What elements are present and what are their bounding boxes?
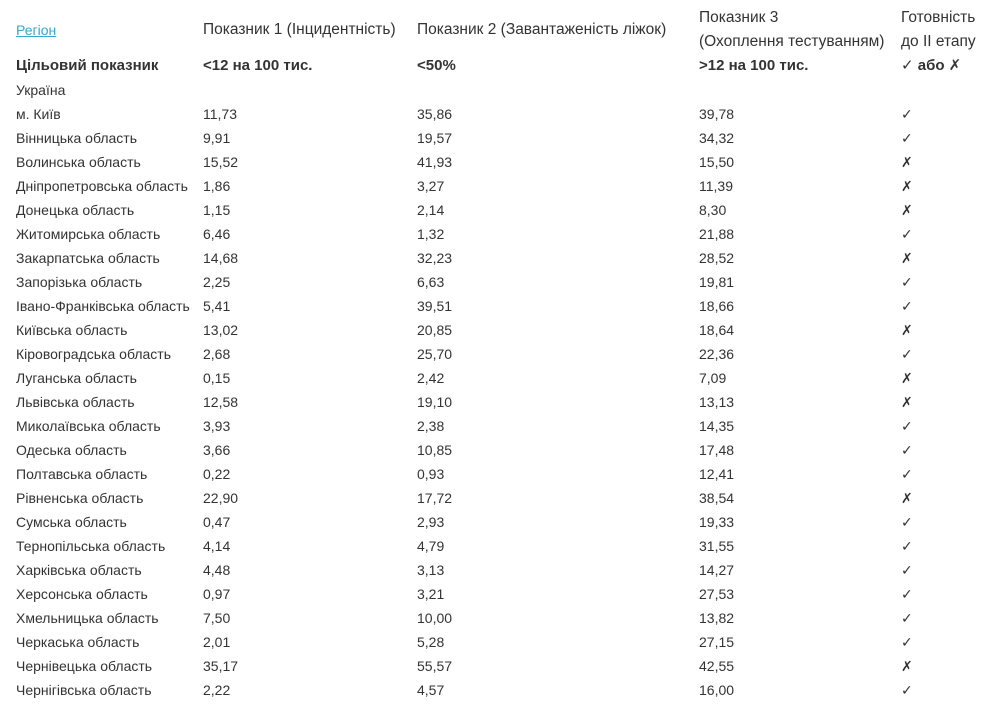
table-row — [16, 126, 996, 150]
region-cell: Житомирська область — [16, 226, 161, 242]
table-row — [16, 678, 996, 702]
readiness-cell: ✓ — [901, 586, 913, 602]
indicator-3-cell: 27,53 — [699, 586, 735, 602]
indicator-2-cell: 17,72 — [417, 490, 453, 506]
indicator-1-cell: 7,50 — [203, 610, 231, 626]
indicator-3-cell: 7,09 — [699, 370, 727, 386]
indicator-3-cell: 15,50 — [699, 154, 735, 170]
region-cell: Івано-Франківська область — [16, 298, 190, 314]
indicator-3-cell: 28,52 — [699, 250, 735, 266]
readiness-cell: ✗ — [901, 322, 913, 338]
indicator-3-cell: 19,81 — [699, 274, 735, 290]
indicator-3-cell: 38,54 — [699, 490, 735, 506]
indicator-2-cell: 41,93 — [417, 154, 453, 170]
indicator-2-header: Показник 2 (Завантаженість ліжок) — [417, 21, 667, 38]
table-row — [16, 414, 996, 438]
target-indicator-2: <50% — [417, 57, 456, 74]
table-row — [16, 558, 996, 582]
readiness-cell: ✓ — [901, 514, 913, 530]
readiness-cell: ✗ — [901, 154, 913, 170]
region-cell: Луганська область — [16, 370, 137, 386]
table-row — [16, 318, 996, 342]
readiness-cell: ✗ — [901, 202, 913, 218]
region-cell: Черкаська область — [16, 634, 140, 650]
indicator-2-cell: 4,57 — [417, 682, 445, 698]
target-indicator-1: <12 на 100 тис. — [203, 57, 313, 74]
region-cell: Дніпропетровська область — [16, 178, 188, 194]
region-cell: Донецька область — [16, 202, 135, 218]
readiness-cell: ✓ — [901, 130, 913, 146]
region-cell: Львівська область — [16, 394, 135, 410]
indicator-1-cell: 3,66 — [203, 442, 231, 458]
readiness-cell: ✓ — [901, 562, 913, 578]
indicator-3-cell: 16,00 — [699, 682, 735, 698]
region-cell: Полтавська область — [16, 466, 148, 482]
indicator-1-cell: 5,41 — [203, 298, 231, 314]
indicator-1-cell: 11,73 — [203, 106, 237, 122]
region-cell: Харківська область — [16, 562, 142, 578]
indicator-1-cell: 15,52 — [203, 154, 239, 170]
indicator-3-cell: 21,88 — [699, 226, 735, 242]
table-row — [16, 174, 996, 198]
readiness-cell: ✓ — [901, 610, 913, 626]
indicator-1-cell: 14,68 — [203, 250, 239, 266]
indicator-1-cell: 2,01 — [203, 634, 231, 650]
indicator-2-cell: 55,57 — [417, 658, 453, 674]
readiness-cell: ✓ — [901, 442, 913, 458]
region-cell: Чернігівська область — [16, 682, 152, 698]
indicator-2-cell: 2,42 — [417, 370, 445, 386]
region-cell: Рівненська область — [16, 490, 144, 506]
region-cell: Херсонська область — [16, 586, 148, 602]
indicator-2-cell: 32,23 — [417, 250, 453, 266]
indicator-3-cell: 13,82 — [699, 610, 735, 626]
indicator-3-cell: 34,32 — [699, 130, 735, 146]
indicator-2-cell: 6,63 — [417, 274, 445, 290]
table-row — [16, 654, 996, 678]
indicator-3-cell: 8,30 — [699, 202, 727, 218]
indicator-3-header-line2: (Охоплення тестуванням) — [699, 33, 885, 50]
readiness-cell: ✓ — [901, 274, 913, 290]
table-row — [16, 366, 996, 390]
table-header-row — [16, 6, 996, 54]
indicator-2-cell: 3,13 — [417, 562, 445, 578]
table-body — [16, 78, 996, 702]
indicator-2-cell: 1,32 — [417, 226, 445, 242]
readiness-cell: ✓ — [901, 106, 913, 122]
readiness-header-line2: до II етапу — [901, 33, 976, 50]
table-row — [16, 534, 996, 558]
indicator-1-cell: 22,90 — [203, 490, 239, 506]
indicator-3-header-line1: Показник 3 — [699, 9, 779, 26]
indicator-1-cell: 4,48 — [203, 562, 231, 578]
readiness-cell: ✓ — [901, 634, 913, 650]
indicator-2-cell: 2,38 — [417, 418, 445, 434]
region-cell: Запорізька область — [16, 274, 143, 290]
readiness-cell: ✗ — [901, 178, 913, 194]
table-row — [16, 198, 996, 222]
target-indicator-3: >12 на 100 тис. — [699, 57, 809, 74]
indicator-3-cell: 11,39 — [699, 178, 733, 194]
indicator-1-cell: 4,14 — [203, 538, 231, 554]
indicator-1-cell: 0,47 — [203, 514, 231, 530]
indicator-2-cell: 25,70 — [417, 346, 453, 362]
readiness-cell: ✗ — [901, 658, 913, 674]
readiness-cell: ✓ — [901, 346, 913, 362]
table-row — [16, 294, 996, 318]
indicator-3-cell: 42,55 — [699, 658, 735, 674]
indicator-1-cell: 2,22 — [203, 682, 231, 698]
indicator-1-header: Показник 1 (Інцидентність) — [203, 21, 396, 38]
indicator-1-cell: 1,86 — [203, 178, 231, 194]
readiness-cell: ✓ — [901, 682, 913, 698]
region-cell: Вінницька область — [16, 130, 137, 146]
indicator-3-cell: 19,33 — [699, 514, 735, 530]
indicator-1-cell: 1,15 — [203, 202, 231, 218]
region-cell: Сумська область — [16, 514, 127, 530]
indicator-3-cell: 17,48 — [699, 442, 735, 458]
region-cell: м. Київ — [16, 106, 61, 122]
table-row — [16, 462, 996, 486]
indicator-1-cell: 0,22 — [203, 466, 231, 482]
table-row — [16, 486, 996, 510]
region-cell: Тернопільська область — [16, 538, 166, 554]
readiness-cell: ✓ — [901, 538, 913, 554]
readiness-cell: ✗ — [901, 370, 913, 386]
indicator-2-cell: 5,28 — [417, 634, 445, 650]
region-cell: Волинська область — [16, 154, 141, 170]
indicator-2-cell: 10,00 — [417, 610, 453, 626]
region-cell: Кіровоградська область — [16, 346, 171, 362]
indicator-1-cell: 13,02 — [203, 322, 239, 338]
table-row — [16, 222, 996, 246]
table-row — [16, 630, 996, 654]
indicator-2-cell: 20,85 — [417, 322, 453, 338]
readiness-header-line1: Готовність — [901, 9, 976, 26]
indicator-2-cell: 3,21 — [417, 586, 445, 602]
table-row — [16, 390, 996, 414]
readiness-cell: ✗ — [901, 250, 913, 266]
indicator-1-cell: 0,97 — [203, 586, 231, 602]
indicator-3-cell: 12,41 — [699, 466, 735, 482]
table-row — [16, 246, 996, 270]
region-cell: Закарпатська область — [16, 250, 160, 266]
region-sort-link[interactable]: Регіон — [16, 21, 57, 38]
indicator-3-cell: 14,35 — [699, 418, 735, 434]
readiness-cell: ✓ — [901, 466, 913, 482]
indicator-1-cell: 35,17 — [203, 658, 239, 674]
table-row — [16, 102, 996, 126]
indicator-3-cell: 14,27 — [699, 562, 735, 578]
indicator-1-cell: 0,15 — [203, 370, 231, 386]
table-row — [16, 510, 996, 534]
indicator-3-cell: 22,36 — [699, 346, 735, 362]
target-readiness: ✓ або ✗ — [901, 57, 962, 74]
indicator-1-cell: 6,46 — [203, 226, 231, 242]
indicator-3-cell: 39,78 — [699, 106, 735, 122]
indicator-2-cell: 39,51 — [417, 298, 453, 314]
table-row — [16, 342, 996, 366]
indicator-2-cell: 19,57 — [417, 130, 453, 146]
indicator-2-cell: 19,10 — [417, 394, 453, 410]
table-row — [16, 438, 996, 462]
indicator-2-cell: 2,14 — [417, 202, 445, 218]
readiness-cell: ✓ — [901, 226, 913, 242]
indicator-2-cell: 2,93 — [417, 514, 445, 530]
indicator-3-cell: 31,55 — [699, 538, 735, 554]
group-row — [16, 78, 996, 102]
indicator-3-cell: 18,64 — [699, 322, 735, 338]
indicator-1-cell: 12,58 — [203, 394, 239, 410]
region-cell: Одеська область — [16, 442, 127, 458]
indicator-1-cell: 2,68 — [203, 346, 231, 362]
indicator-3-cell: 13,13 — [699, 394, 735, 410]
readiness-cell: ✗ — [901, 490, 913, 506]
indicator-2-cell: 10,85 — [417, 442, 453, 458]
table-row — [16, 606, 996, 630]
target-label: Цільовий показник — [16, 57, 159, 74]
table-row — [16, 270, 996, 294]
region-cell: Миколаївська область — [16, 418, 161, 434]
indicator-1-cell: 3,93 — [203, 418, 231, 434]
indicator-2-cell: 35,86 — [417, 106, 453, 122]
indicator-1-cell: 9,91 — [203, 130, 231, 146]
indicator-2-cell: 3,27 — [417, 178, 445, 194]
indicator-2-cell: 0,93 — [417, 466, 445, 482]
table-row — [16, 582, 996, 606]
region-cell: Чернівецька область — [16, 658, 153, 674]
indicator-2-cell: 4,79 — [417, 538, 445, 554]
indicator-3-cell: 27,15 — [699, 634, 735, 650]
readiness-cell: ✓ — [901, 298, 913, 314]
readiness-header — [901, 6, 996, 54]
table-row — [16, 150, 996, 174]
indicator-3-header — [699, 6, 901, 54]
readiness-cell: ✗ — [901, 394, 913, 410]
target-row — [16, 54, 996, 78]
indicator-1-cell: 2,25 — [203, 274, 231, 290]
indicator-3-cell: 18,66 — [699, 298, 735, 314]
region-cell: Хмельницька область — [16, 610, 159, 626]
regions-table — [16, 6, 996, 702]
group-label: Україна — [16, 82, 66, 98]
region-cell: Київська область — [16, 322, 128, 338]
region-column-header[interactable] — [16, 6, 203, 54]
readiness-cell: ✓ — [901, 418, 913, 434]
